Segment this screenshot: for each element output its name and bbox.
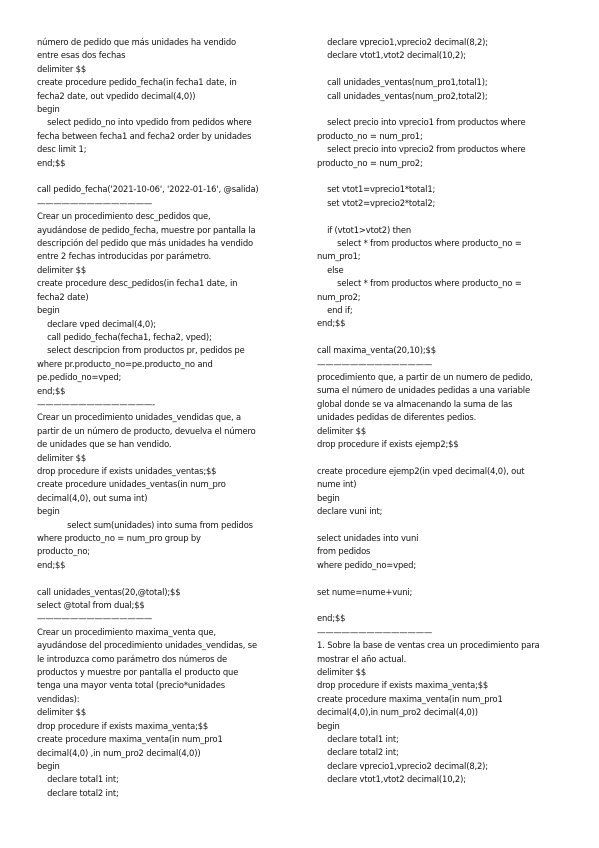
text-line: declare vprecio1,vprecio2 decimal(8,2); xyxy=(317,760,488,771)
text-line: declare vuni int; xyxy=(317,506,383,517)
text-line: delimiter $$ xyxy=(37,452,87,463)
text-line: de unidades que se han vendido. xyxy=(37,439,172,450)
text-line: le introduzca como parámetro dos números de xyxy=(37,653,228,664)
text-line: ayudándose del procedimiento unidades_vendidas, se xyxy=(37,640,257,651)
text-line xyxy=(317,331,569,344)
text-line: create procedure desc_pedidos(in fecha1 date, in xyxy=(37,278,238,289)
text-line xyxy=(317,103,569,116)
text-line: —————————————— xyxy=(317,626,433,637)
text-line xyxy=(317,572,569,585)
text-line xyxy=(317,519,569,532)
text-line: set vtot2=vprecio2*total2; xyxy=(317,197,436,208)
text-line: partir de un número de producto, devuelva el número xyxy=(37,425,256,436)
text-line: declare total2 int; xyxy=(37,787,119,798)
text-line: select * from productos where producto_no = xyxy=(317,238,522,249)
text-line: begin xyxy=(37,305,60,316)
text-line: begin xyxy=(37,760,60,771)
text-line: delimiter $$ xyxy=(37,264,87,275)
text-line: decimal(4,0), out suma int) xyxy=(37,492,148,503)
text-line xyxy=(317,170,569,183)
text-line: drop procedure if exists maxima_venta;$$ xyxy=(317,680,489,691)
text-line: pe.pedido_no=vped; xyxy=(37,372,122,383)
text-line: declare vped decimal(4,0); xyxy=(37,318,156,329)
text-line: ——————————————- xyxy=(37,398,156,409)
text-line: call maxima_venta(20,10);$$ xyxy=(317,345,436,356)
text-line: select sum(unidades) into suma from pedidos xyxy=(37,519,253,530)
text-line: create procedure pedido_fecha(in fecha1 date, in xyxy=(37,77,237,88)
text-line: procedimiento que, a partir de un numero de pedido, xyxy=(317,372,533,383)
text-line: delimiter $$ xyxy=(37,63,87,74)
text-line: fecha2 date, out vpedido decimal(4,0)) xyxy=(37,90,196,101)
text-line: decimal(4,0) ,in num_pro2 decimal(4,0)) xyxy=(37,747,201,758)
text-line: select * from productos where producto_no = xyxy=(317,278,522,289)
text-line: unidades pedidas de diferentes pedios. xyxy=(317,412,477,423)
text-line: fecha between fecha1 and fecha2 order by unidades xyxy=(37,130,252,141)
text-line: create procedure ejemp2(in vped decimal(4,0), out xyxy=(317,465,525,476)
text-line: from pedidos xyxy=(317,546,371,557)
text-line: suma el número de unidades pedidas a una variable xyxy=(317,385,530,396)
text-line: create procedure unidades_ventas(in num_pro xyxy=(37,479,226,490)
text-line: drop procedure if exists maxima_venta;$$ xyxy=(37,720,209,731)
text-line: call unidades_ventas(20,@total);$$ xyxy=(37,586,181,597)
text-line: drop procedure if exists ejemp2;$$ xyxy=(317,439,459,450)
text-line: select unidades into vuni xyxy=(317,532,419,543)
text-line: producto_no; xyxy=(37,546,90,557)
text-line: begin xyxy=(317,492,340,503)
text-line: create procedure maxima_venta(in num_pro1 xyxy=(37,734,223,745)
text-line xyxy=(37,170,287,183)
text-line xyxy=(317,599,569,612)
text-line: nume int) xyxy=(317,479,357,490)
text-line: where producto_no = num_pro group by xyxy=(37,533,201,544)
text-line: select descripcion from productos pr, pedidos pe xyxy=(37,345,245,356)
text-line: end if; xyxy=(317,305,353,316)
text-line: drop procedure if exists unidades_ventas;$$ xyxy=(37,465,217,476)
text-line: declare total1 int; xyxy=(37,774,119,785)
text-line: descripción del pedido que más unidades ha vendido xyxy=(37,238,253,249)
text-line: end;$$ xyxy=(317,318,346,329)
text-line: call pedido_fecha(fecha1, fecha2, vped); xyxy=(37,331,212,342)
text-line: call unidades_ventas(num_pro1,total1); xyxy=(317,77,488,88)
text-line: declare vprecio1,vprecio2 decimal(8,2); xyxy=(317,37,488,47)
text-line: begin xyxy=(37,104,60,115)
left-text-column xyxy=(37,36,287,800)
text-line xyxy=(317,63,569,76)
text-line: begin xyxy=(317,720,340,731)
text-line: where pr.producto_no=pe.producto_no and xyxy=(37,358,213,369)
text-line: end;$$ xyxy=(37,385,66,396)
text-line: global donde se va almacenando la suma de las xyxy=(317,398,513,409)
text-line: —————————————— xyxy=(37,613,153,624)
right-text-column xyxy=(317,36,569,787)
text-line: if (vtot1>vtot2) then xyxy=(317,224,412,235)
text-line: Crear un procedimiento unidades_vendidas que, a xyxy=(37,412,242,423)
text-line: num_pro2; xyxy=(317,291,361,302)
text-line: set vtot1=vprecio1*total1; xyxy=(317,184,436,195)
text-line: decimal(4,0),in num_pro2 decimal(4,0)) xyxy=(317,707,478,718)
text-line: end;$$ xyxy=(317,613,346,624)
text-line: entre 2 fechas introducidas por parámetro. xyxy=(37,251,212,262)
text-line: select precio into vprecio2 from productos where xyxy=(317,144,526,155)
text-line: set nume=nume+vuni; xyxy=(317,586,413,597)
text-line: delimiter $$ xyxy=(317,425,367,436)
text-line: end;$$ xyxy=(37,559,66,570)
text-line: create procedure maxima_venta(in num_pro1 xyxy=(317,693,503,704)
text-line: —————————————— xyxy=(317,358,433,369)
text-line: tenga una mayor venta total (precio*unidades xyxy=(37,680,225,691)
text-line: —————————————— xyxy=(37,197,153,208)
text-line: número de pedido que más unidades ha vendido xyxy=(37,37,236,47)
text-line: entre esas dos fechas xyxy=(37,50,126,61)
text-line: declare vtot1,vtot2 decimal(10,2); xyxy=(317,774,466,785)
text-line: begin xyxy=(37,506,60,517)
text-line: fecha2 date) xyxy=(37,291,89,302)
text-line: Crear un procedimiento desc_pedidos que, xyxy=(37,211,211,222)
text-line: call unidades_ventas(num_pro2,total2); xyxy=(317,90,488,101)
text-line: else xyxy=(317,264,344,275)
text-line: where pedido_no=vped; xyxy=(317,559,416,570)
text-line: declare total1 int; xyxy=(317,733,399,744)
text-line: producto_no = num_pro2; xyxy=(317,157,423,168)
text-line: select pedido_no into vpedido from pedidos where xyxy=(37,117,252,128)
text-line: desc limit 1; xyxy=(37,144,87,155)
text-line: declare total2 int; xyxy=(317,747,399,758)
text-line: delimiter $$ xyxy=(37,707,87,718)
text-line: call pedido_fecha('2021-10-06', '2022-01-16', @salida) xyxy=(37,184,259,195)
text-line: num_pro1; xyxy=(317,251,361,262)
text-line xyxy=(37,572,287,585)
text-line: mostrar el año actual. xyxy=(317,653,407,664)
text-line: select @total from dual;$$ xyxy=(37,600,145,611)
text-line: ayudándose de pedido_fecha, muestre por pantalla la xyxy=(37,224,256,235)
text-line: Crear un procedimiento maxima_venta que, xyxy=(37,626,216,637)
text-line: delimiter $$ xyxy=(317,666,367,677)
text-line xyxy=(317,452,569,465)
text-line: vendidas): xyxy=(37,693,80,704)
text-line: 1. Sobre la base de ventas crea un procedimiento para xyxy=(317,640,540,651)
text-line xyxy=(317,210,569,223)
text-line: productos y muestre por pantalla el producto que xyxy=(37,667,239,678)
text-line: declare vtot1,vtot2 decimal(10,2); xyxy=(317,50,466,61)
text-line: end;$$ xyxy=(37,157,66,168)
text-line: select precio into vprecio1 from productos where xyxy=(317,117,526,128)
text-line: producto_no = num_pro1; xyxy=(317,130,423,141)
